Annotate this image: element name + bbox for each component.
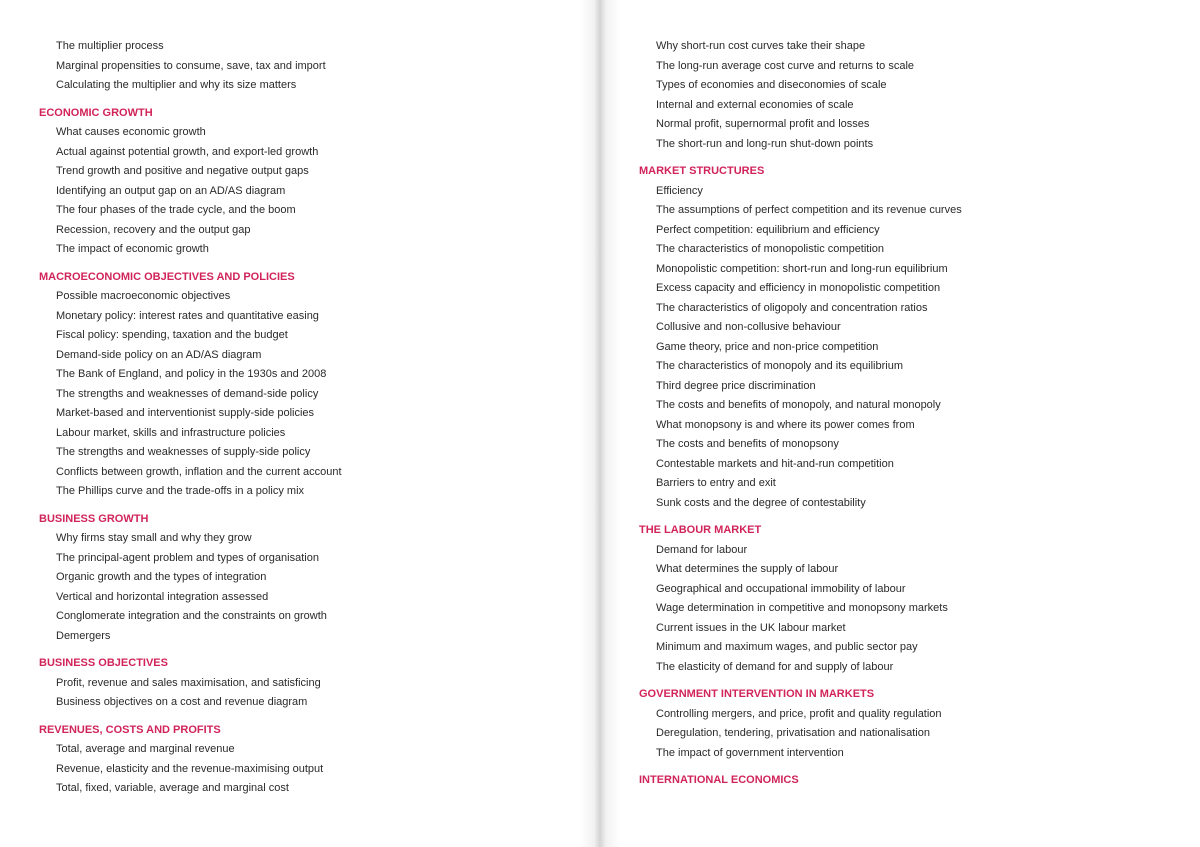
contents-item: Marginal propensities to consume, save, tax and import — [56, 59, 326, 72]
contents-item: Sunk costs and the degree of contestability — [656, 496, 866, 509]
contents-item: The principal-agent problem and types of organisation — [56, 551, 319, 564]
contents-item: Total, fixed, variable, average and marginal cost — [56, 782, 289, 794]
contents-item: The characteristics of monopolistic competition — [656, 243, 885, 255]
contents-item: The characteristics of monopoly and its equilibrium — [656, 360, 904, 372]
contents-item: The multiplier process — [56, 40, 164, 52]
contents-item: The Bank of England, and policy in the 1930s and 2008 — [56, 368, 327, 380]
contents-item: Collusive and non-collusive behaviour — [656, 321, 841, 333]
contents-item: Possible macroeconomic objectives — [56, 290, 231, 302]
contents-item: Demand for labour — [656, 543, 748, 556]
contents-item: Types of economies and diseconomies of scale — [656, 79, 887, 91]
section-heading: REVENUES, COSTS AND PROFITS — [39, 723, 221, 736]
contents-section — [639, 521, 962, 677]
contents-item: Fiscal policy: spending, taxation and the budget — [56, 329, 288, 341]
contents-section — [39, 654, 342, 713]
right-contents-list — [639, 37, 962, 791]
section-heading: THE LABOUR MARKET — [639, 524, 762, 536]
contents-section — [39, 721, 342, 799]
contents-item: Barriers to entry and exit — [656, 477, 776, 489]
section-heading: MACROECONOMIC OBJECTIVES AND POLICIES — [39, 270, 295, 283]
contents-item: Normal profit, supernormal profit and losses — [656, 118, 870, 130]
contents-item: The strengths and weaknesses of demand-side policy — [56, 387, 319, 400]
left-page — [0, 0, 597, 847]
contents-section — [39, 37, 342, 96]
contents-item: What monopsony is and where its power comes from — [656, 418, 915, 431]
contents-item: Total, average and marginal revenue — [56, 743, 235, 755]
section-heading: BUSINESS OBJECTIVES — [39, 657, 168, 669]
right-page — [600, 0, 1200, 847]
section-heading: BUSINESS GROWTH — [39, 512, 149, 525]
contents-section — [639, 162, 962, 513]
section-heading: INTERNATIONAL ECONOMICS — [639, 774, 799, 786]
contents-item: Market-based and interventionist supply-side policies — [56, 407, 315, 419]
contents-item: Geographical and occupational immobility of labour — [656, 582, 906, 595]
contents-item: What causes economic growth — [56, 126, 206, 138]
contents-item: Recession, recovery and the output gap — [56, 223, 251, 236]
contents-item: Conglomerate integration and the constraints on growth — [56, 610, 327, 622]
contents-item: Wage determination in competitive and monopsony markets — [656, 602, 948, 614]
contents-item: Current issues in the UK labour market — [656, 621, 846, 634]
contents-item: Excess capacity and efficiency in monopolistic competition — [656, 282, 941, 294]
contents-item: Efficiency — [656, 184, 703, 197]
contents-item: The characteristics of oligopoly and concentration ratios — [656, 301, 928, 314]
contents-item: Demand-side policy on an AD/AS diagram — [56, 348, 262, 361]
contents-section — [639, 37, 962, 154]
contents-item: The elasticity of demand for and supply of labour — [656, 660, 894, 673]
contents-item: The impact of government intervention — [656, 746, 844, 759]
contents-item: Organic growth and the types of integration — [56, 571, 267, 583]
contents-section — [639, 771, 962, 791]
contents-item: Conflicts between growth, inflation and the current account — [56, 465, 342, 478]
contents-item: The costs and benefits of monopoly, and natural monopoly — [656, 399, 941, 411]
contents-item: Revenue, elasticity and the revenue-maximising output — [56, 762, 324, 775]
contents-item: Third degree price discrimination — [656, 379, 816, 392]
contents-item: The four phases of the trade cycle, and the boom — [56, 204, 296, 216]
contents-item: Why short-run cost curves take their shape — [656, 40, 866, 52]
left-contents-list — [39, 37, 342, 799]
contents-item: Perfect competition: equilibrium and efficiency — [656, 223, 880, 236]
contents-section — [39, 510, 342, 647]
contents-item: Trend growth and positive and negative output gaps — [56, 165, 309, 177]
contents-item: Demergers — [56, 629, 111, 642]
contents-item: Vertical and horizontal integration assessed — [56, 590, 269, 603]
contents-item: The short-run and long-run shut-down points — [656, 137, 874, 150]
contents-item: Deregulation, tendering, privatisation and nationalisation — [656, 727, 930, 739]
contents-item: The assumptions of perfect competition and its revenue curves — [656, 204, 962, 216]
section-heading: ECONOMIC GROWTH — [39, 106, 153, 119]
contents-item: What determines the supply of labour — [656, 563, 839, 575]
contents-item: The costs and benefits of monopsony — [656, 438, 839, 450]
section-heading: GOVERNMENT INTERVENTION IN MARKETS — [639, 688, 875, 700]
contents-item: Identifying an output gap on an AD/AS diagram — [56, 184, 286, 197]
contents-item: Profit, revenue and sales maximisation, and satisficing — [56, 676, 321, 689]
contents-item: The long-run average cost curve and returns to scale — [656, 59, 915, 72]
contents-item: Business objectives on a cost and revenue diagram — [56, 696, 308, 708]
contents-item: Monetary policy: interest rates and quantitative easing — [56, 309, 319, 322]
contents-item: The impact of economic growth — [56, 243, 209, 255]
contents-section — [639, 685, 962, 763]
contents-item: Why firms stay small and why they grow — [56, 532, 252, 544]
contents-item: The Phillips curve and the trade-offs in a policy mix — [56, 485, 305, 497]
contents-item: The strengths and weaknesses of supply-side policy — [56, 446, 311, 458]
contents-item: Labour market, skills and infrastructure policies — [56, 426, 286, 439]
contents-section — [39, 104, 342, 260]
contents-item: Game theory, price and non-price competition — [656, 340, 879, 353]
contents-item: Actual against potential growth, and export-led growth — [56, 145, 319, 158]
contents-item: Internal and external economies of scale — [656, 98, 854, 111]
contents-item: Calculating the multiplier and why its size matters — [56, 79, 297, 91]
contents-item: Minimum and maximum wages, and public sector pay — [656, 641, 918, 653]
contents-item: Monopolistic competition: short-run and long-run equilibrium — [656, 262, 948, 275]
contents-item: Contestable markets and hit-and-run competition — [656, 457, 894, 470]
contents-item: Controlling mergers, and price, profit and quality regulation — [656, 707, 942, 720]
section-heading: MARKET STRUCTURES — [639, 165, 765, 177]
contents-section — [39, 268, 342, 502]
